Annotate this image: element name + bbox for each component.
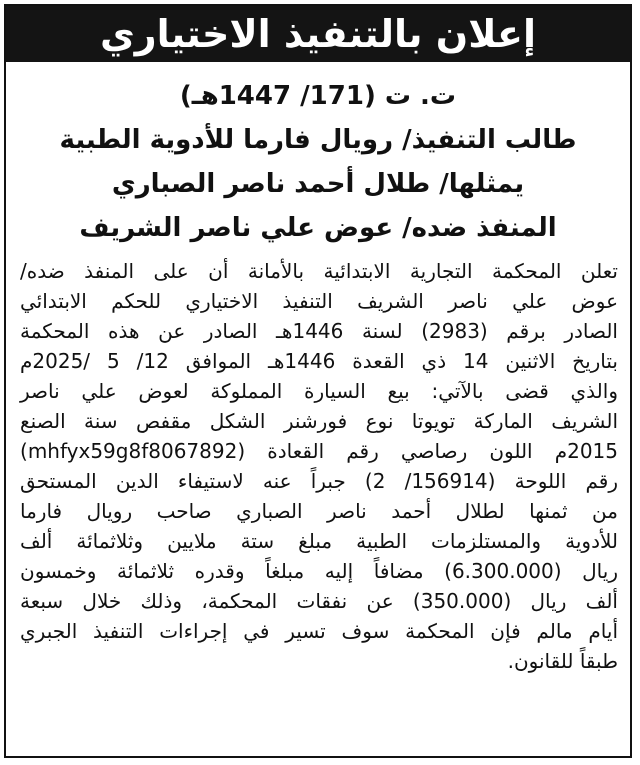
court-notice (4, 4, 632, 758)
body-line: للأدوية والمستلزمات الطبية مبلغ ستة ملايين وثلاثمائة ألف (20, 529, 618, 553)
case-number: ت. ت (171/ 1447هـ) (179, 81, 457, 111)
body-line: الشريف الماركة تويوتا نوع فورشنر الشكل مقفص سنة الصنع (20, 409, 618, 433)
body-line: ريال (6.300.000) مضافاً إليه مبلغاً وقدره ثلاثمائة وخمسون (20, 559, 618, 583)
respondent-line: المنفذ ضده/ عوض علي ناصر الشريف (79, 213, 557, 243)
body-line: والذي قضى بالآتي: بيع السيارة المملوكة لعوض علي ناصر (20, 379, 618, 403)
representative-line: يمثلها/ طلال أحمد ناصر الصباري (111, 169, 525, 199)
body-line: الصادر برقم (2983) لسنة 1446هـ الصادر عن هذه المحكمة (20, 319, 618, 343)
body-line: من ثمنها لطلال أحمد ناصر الصباري صاحب رويال فارما (20, 499, 618, 523)
body-line: تعلن المحكمة التجارية الابتدائية بالأمانة أن على المنفذ ضده/ (20, 259, 618, 283)
body-line: أيام مالم فإن المحكمة سوف تسير في إجراءات التنفيذ الجبري (20, 619, 618, 643)
applicant-line: طالب التنفيذ/ رويال فارما للأدوية الطبية (59, 125, 577, 155)
notice-body (20, 256, 618, 676)
notice-banner (6, 6, 630, 62)
body-line: رقم اللوحة (156914/ 2) جبراً عنه لاستيفاء الدين المستحق (20, 469, 618, 493)
body-line: عوض علي ناصر الشريف التنفيذ الاختياري للحكم الابتدائي (20, 289, 618, 313)
body-line: 2015م اللون رصاصي رقم القعادة (mhfyx59g8f8067892) (20, 439, 618, 463)
case-heading (6, 74, 630, 250)
notice-title: إعلان بالتنفيذ الاختياري (99, 12, 537, 56)
body-line: طبقاً للقانون. (507, 649, 618, 673)
body-line: ألف ريال (350.000) عن نفقات المحكمة، وذلك خلال سبعة (20, 589, 618, 613)
body-line: بتاريخ الاثنين 14 ذي القعدة 1446هـ الموافق 12/ 5 /2025م (20, 349, 618, 373)
